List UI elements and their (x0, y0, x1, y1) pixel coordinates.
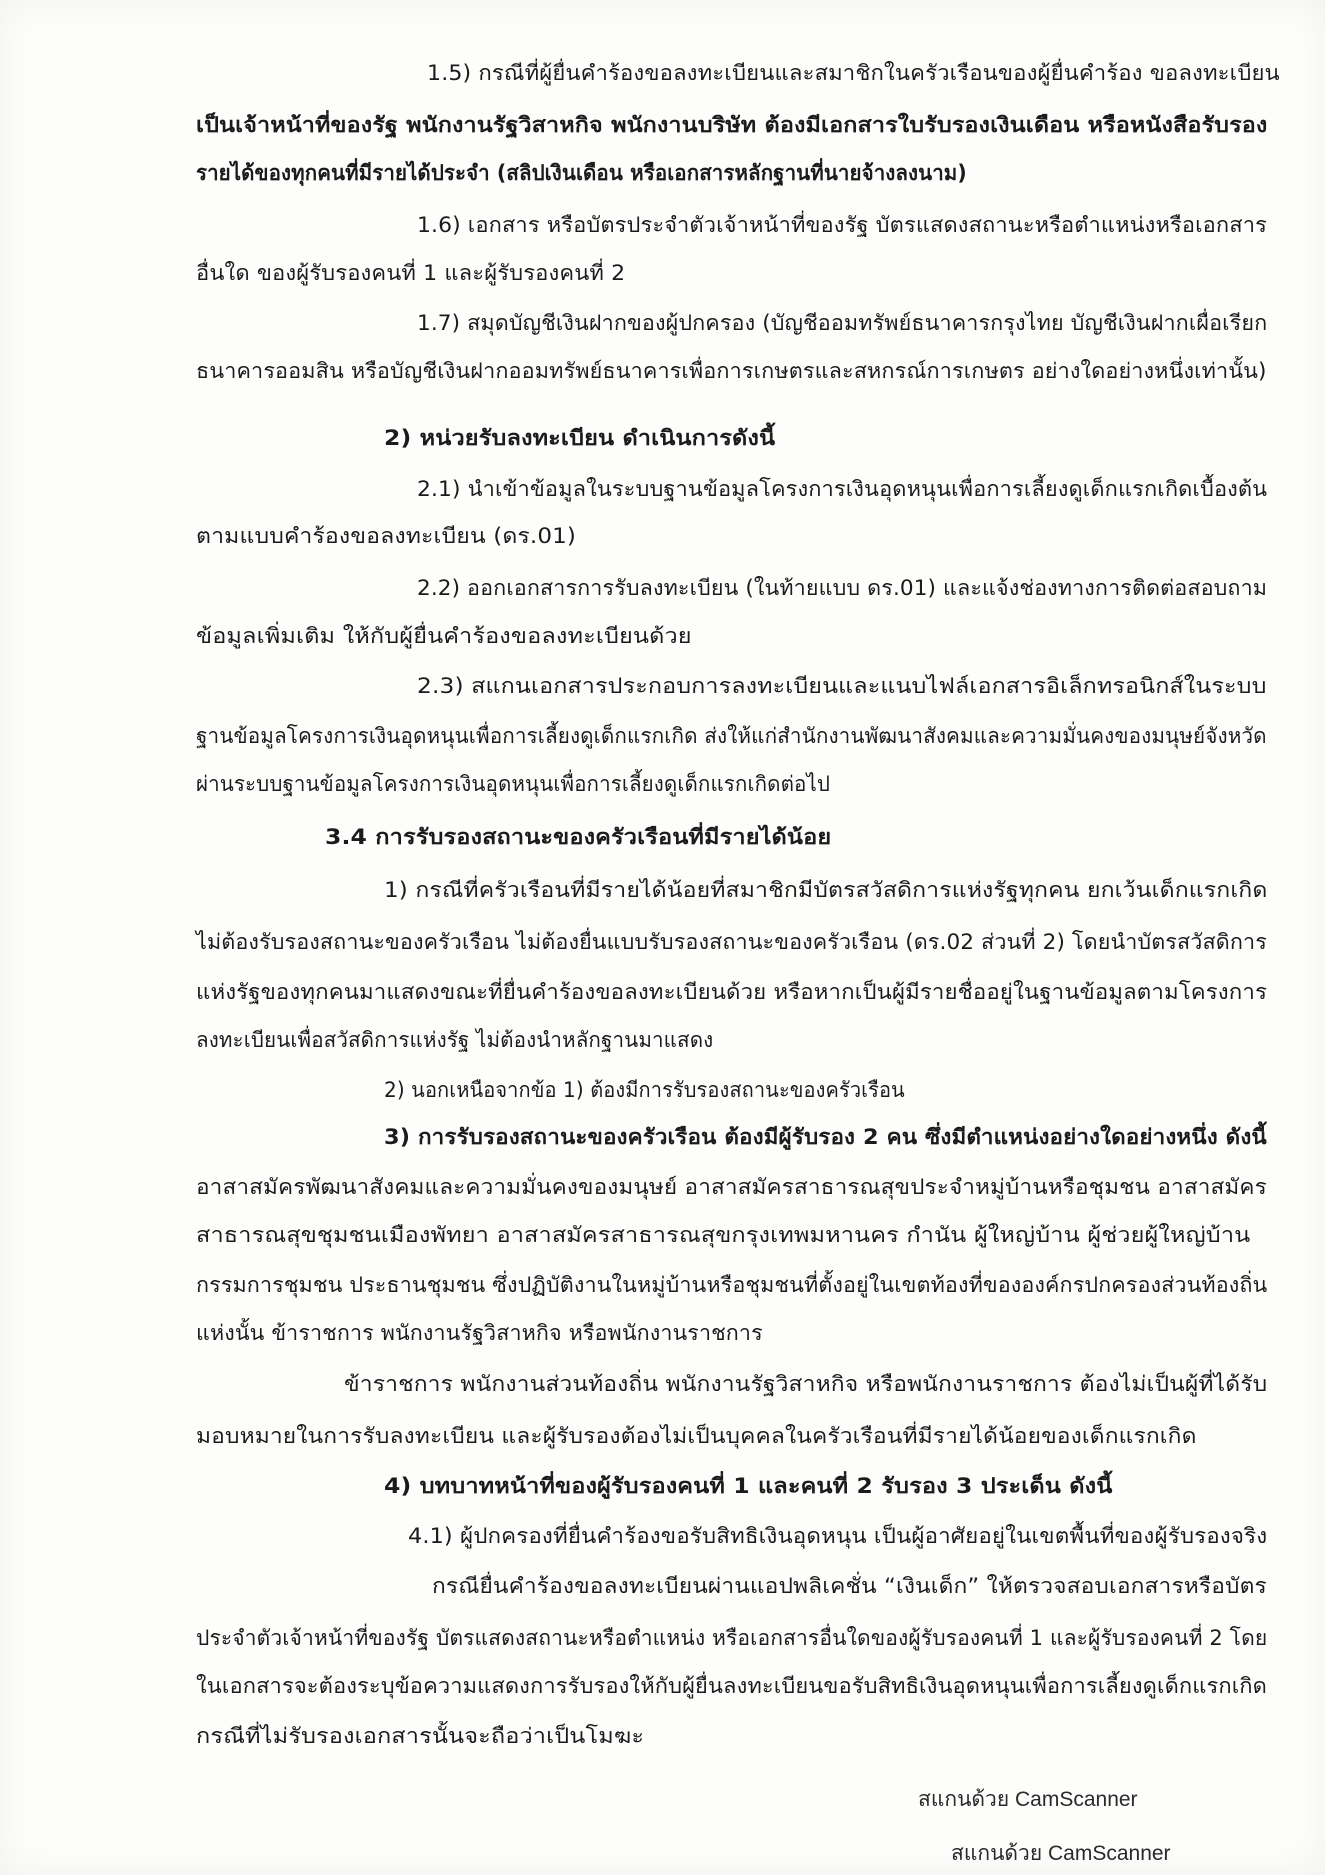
document-line: 1.7) สมุดบัญชีเงินฝากของผู้ปกครอง (บัญชีออมทรัพย์ธนาคารกรุงไทย บัญชีเงินฝากเผื่อเรียก (417, 311, 1268, 335)
document-line: กรรมการชุมชน ประธานชุมชน ซึ่งปฏิบัติงานในหมู่บ้านหรือชุมชนที่ตั้งอยู่ในเขตท้องที่ขององค์กรปกครองส่วนท้องถิ่น (196, 1273, 1268, 1297)
document-line: ไม่ต้องรับรองสถานะของครัวเรือน ไม่ต้องยื่นแบบรับรองสถานะของครัวเรือน (ดร.02 ส่วนที่ 2) โดยนำบัตรสวัสดิการ (196, 930, 1267, 954)
document-line: 2) นอกเหนือจากข้อ 1) ต้องมีการรับรองสถานะของครัวเรือน (384, 1078, 905, 1102)
document-line: กรณีที่ไม่รับรองเอกสารนั้นจะถือว่าเป็นโมฆะ (196, 1724, 645, 1748)
document-line: ฐานข้อมูลโครงการเงินอุดหนุนเพื่อการเลี้ยงดูเด็กแรกเกิด ส่งให้แก่สำนักงานพัฒนาสังคมและความมั่นคงของมนุษย์จังหวัด (196, 724, 1267, 748)
document-line: 2.2) ออกเอกสารการรับลงทะเบียน (ในท้ายแบบ ดร.01) และแจ้งช่องทางการติดต่อสอบถาม (417, 576, 1268, 600)
document-line: มอบหมายในการรับลงทะเบียน และผู้รับรองต้องไม่เป็นบุคคลในครัวเรือนที่มีรายได้น้อยของเด็กแรกเกิด (196, 1424, 1197, 1448)
document-line: 1.6) เอกสาร หรือบัตรประจำตัวเจ้าหน้าที่ของรัฐ บัตรแสดงสถานะหรือตำแหน่งหรือเอกสาร (417, 213, 1267, 237)
document-line: รายได้ของทุกคนที่มีรายได้ประจำ (สลิปเงินเดือน หรือเอกสารหลักฐานที่นายจ้างลงนาม) (196, 161, 967, 185)
document-line: ธนาคารออมสิน หรือบัญชีเงินฝากออมทรัพย์ธนาคารเพื่อการเกษตรและสหกรณ์การเกษตร อย่างใดอย่างหนึ่งเท่านั้น) (196, 359, 1267, 383)
camscanner-watermark: สแกนด้วย CamScanner (918, 1788, 1138, 1811)
document-line: เป็นเจ้าหน้าที่ของรัฐ พนักงานรัฐวิสาหกิจ พนักงานบริษัท ต้องมีเอกสารใบรับรองเงินเดือน หรือหนังสือรับรอง (196, 113, 1268, 137)
document-line: อื่นใด ของผู้รับรองคนที่ 1 และผู้รับรองคนที่ 2 (196, 261, 626, 285)
document-line: กรณียื่นคำร้องขอลงทะเบียนผ่านแอปพลิเคชั่น “เงินเด็ก” ให้ตรวจสอบเอกสารหรือบัตร (432, 1574, 1267, 1598)
document-line: ตามแบบคำร้องขอลงทะเบียน (ดร.01) (196, 524, 577, 548)
document-line: แห่งนั้น ข้าราชการ พนักงานรัฐวิสาหกิจ หรือพนักงานราชการ (196, 1321, 763, 1345)
document-line: ผ่านระบบฐานข้อมูลโครงการเงินอุดหนุนเพื่อการเลี้ยงดูเด็กแรกเกิดต่อไป (196, 772, 831, 796)
document-line: 4) บทบาทหน้าที่ของผู้รับรองคนที่ 1 และคนที่ 2 รับรอง 3 ประเด็น ดังนี้ (384, 1474, 1113, 1498)
document-line: 2.1) นำเข้าข้อมูลในระบบฐานข้อมูลโครงการเงินอุดหนุนเพื่อการเลี้ยงดูเด็กแรกเกิดเบื้องต้น (417, 477, 1268, 501)
document-line: ในเอกสารจะต้องระบุข้อความแสดงการรับรองให้กับผู้ยื่นลงทะเบียนขอรับสิทธิเงินอุดหนุนเพื่อการเลี้ยงดูเด็กแรกเกิด (196, 1674, 1267, 1698)
document-line: ข้อมูลเพิ่มเติม ให้กับผู้ยื่นคำร้องขอลงทะเบียนด้วย (196, 624, 692, 648)
document-line: 2) หน่วยรับลงทะเบียน ดำเนินการดังนี้ (384, 426, 776, 450)
camscanner-watermark-page-footer: สแกนด้วย CamScanner (951, 1842, 1171, 1865)
document-line: ลงทะเบียนเพื่อสวัสดิการแห่งรัฐ ไม่ต้องนำหลักฐานมาแสดง (196, 1028, 714, 1052)
document-line: แห่งรัฐของทุกคนมาแสดงขณะที่ยื่นคำร้องขอลงทะเบียนด้วย หรือหากเป็นผู้มีรายชื่ออยู่ในฐานข้อมูลตามโครงการ (196, 980, 1268, 1004)
document-line: ข้าราชการ พนักงานส่วนท้องถิ่น พนักงานรัฐวิสาหกิจ หรือพนักงานราชการ ต้องไม่เป็นผู้ที่ได้รับ (344, 1372, 1268, 1396)
document-line: 3.4 การรับรองสถานะของครัวเรือนที่มีรายได้น้อย (325, 825, 832, 849)
document-line: 1.5) กรณีที่ผู้ยื่นคำร้องขอลงทะเบียนและสมาชิกในครัวเรือนของผู้ยื่นคำร้อง ขอลงทะเบียน (427, 61, 1280, 85)
document-line: สาธารณสุขชุมชนเมืองพัทยา อาสาสมัครสาธารณสุขกรุงเทพมหานคร กำนัน ผู้ใหญ่บ้าน ผู้ช่วยผู้ใหญ่บ้าน (196, 1223, 1251, 1247)
document-line: 1) กรณีที่ครัวเรือนที่มีรายได้น้อยที่สมาชิกมีบัตรสวัสดิการแห่งรัฐทุกคน ยกเว้นเด็กแรกเกิด (384, 878, 1268, 902)
document-line: 4.1) ผู้ปกครองที่ยื่นคำร้องขอรับสิทธิเงินอุดหนุน เป็นผู้อาศัยอยู่ในเขตพื้นที่ของผู้รับรองจริง (408, 1524, 1268, 1548)
document-line: ประจำตัวเจ้าหน้าที่ของรัฐ บัตรแสดงสถานะหรือตำแหน่ง หรือเอกสารอื่นใดของผู้รับรองคนที่ 1 และผู้รับรองคนที่ 2 โดย (196, 1626, 1268, 1650)
document-line: 3) การรับรองสถานะของครัวเรือน ต้องมีผู้รับรอง 2 คน ซึ่งมีตำแหน่งอย่างใดอย่างหนึ่ง ดังนี้ (384, 1125, 1267, 1149)
document-line: อาสาสมัครพัฒนาสังคมและความมั่นคงของมนุษย์ อาสาสมัครสาธารณสุขประจำหมู่บ้านหรือชุมชน อาสาสมัคร (196, 1175, 1267, 1199)
document-line: 2.3) สแกนเอกสารประกอบการลงทะเบียนและแนบไฟล์เอกสารอิเล็กทรอนิกส์ในระบบ (417, 674, 1267, 698)
